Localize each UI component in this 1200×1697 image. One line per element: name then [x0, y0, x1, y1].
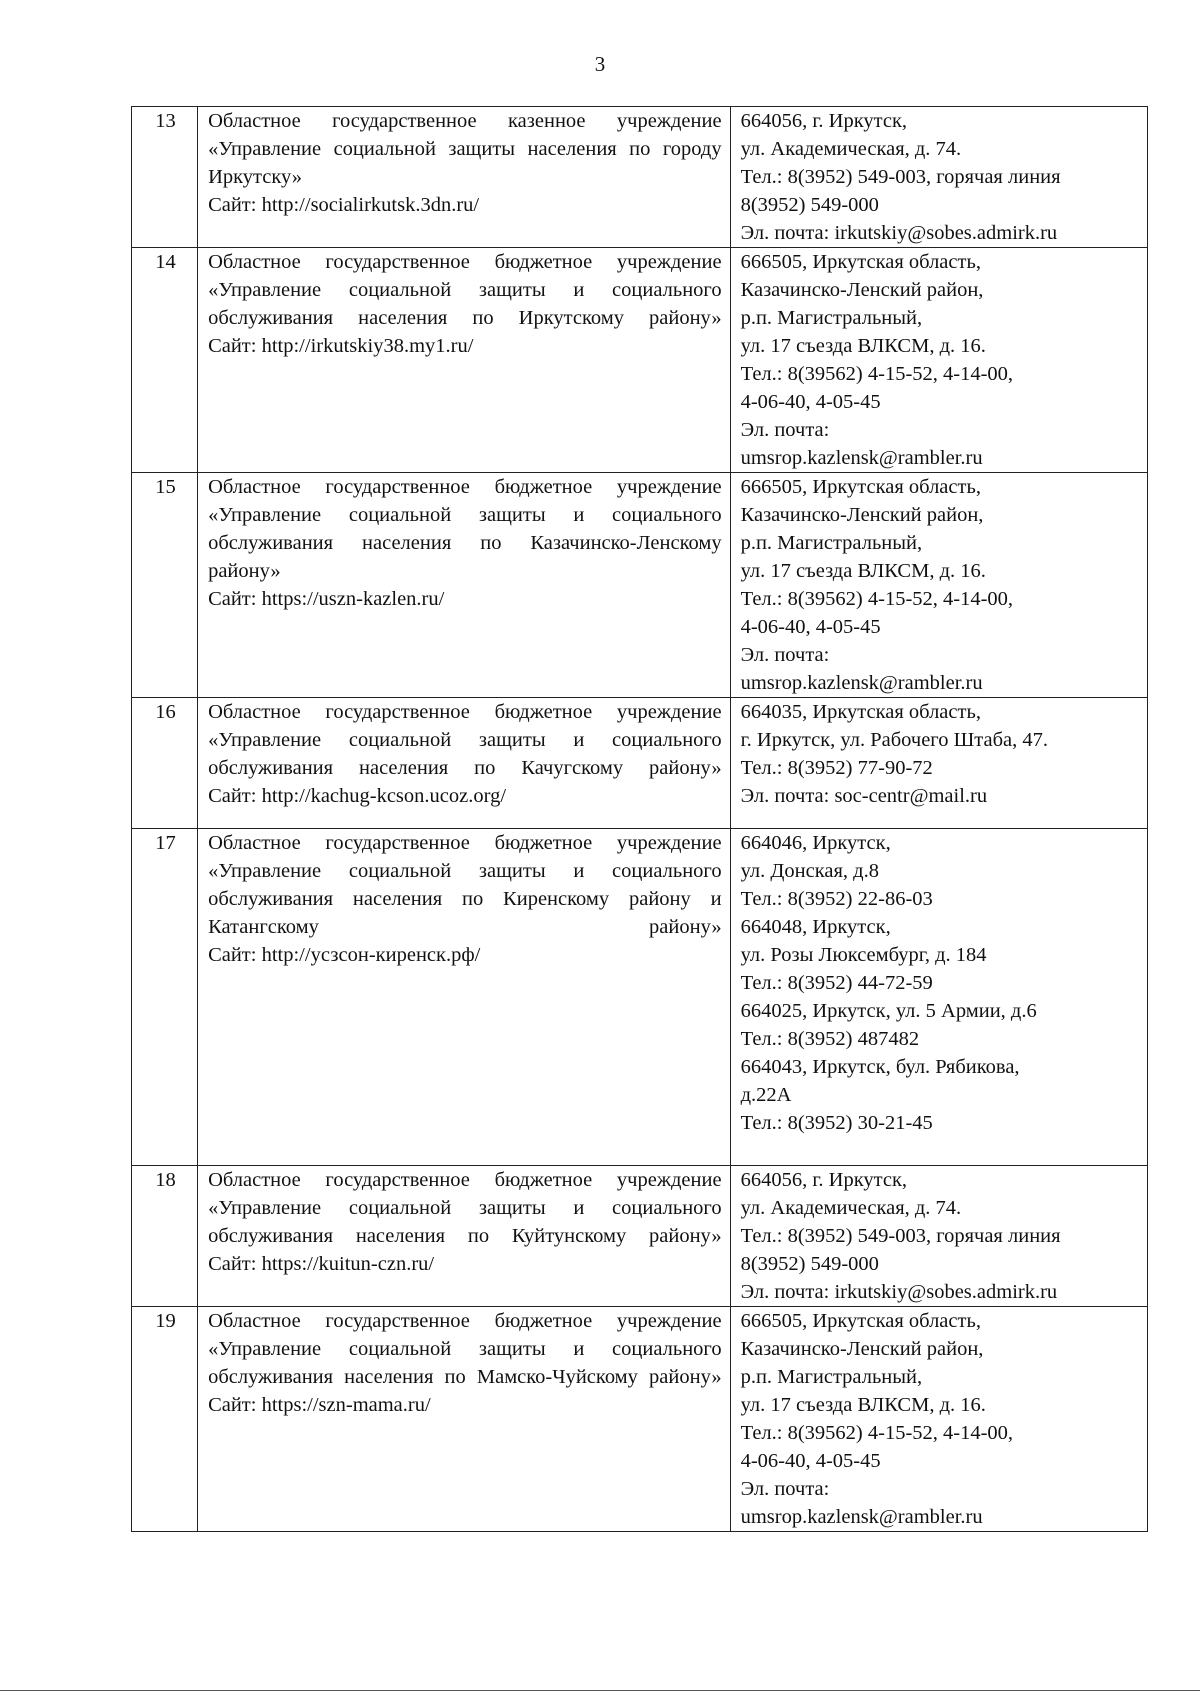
institution-website[interactable]: Сайт: http://kachug-kcson.ucoz.org/: [208, 785, 507, 807]
contact-line: ул. Академическая, д. 74.: [740, 1197, 962, 1219]
contact-line: Эл. почта:: [740, 644, 830, 666]
institution-cell: [198, 107, 731, 248]
contact-line: Эл. почта:: [740, 419, 830, 441]
contact-line: Эл. почта: soc-centr@mail.ru: [740, 785, 988, 807]
contact-line: umsrop.kazlensk@rambler.ru: [740, 672, 983, 694]
contact-line: 666505, Иркутская область,: [740, 1310, 981, 1332]
contact-line: 666505, Иркутская область,: [740, 476, 981, 498]
contact-line: ул. 17 съезда ВЛКСМ, д. 16.: [740, 335, 986, 357]
contact-line: Эл. почта: irkutskiy@sobes.admirk.ru: [740, 1281, 1058, 1303]
institution-cell: [198, 473, 731, 698]
bottom-rule: [0, 1690, 1200, 1691]
contact-line: ул. 17 съезда ВЛКСМ, д. 16.: [740, 560, 986, 582]
contacts-cell: [730, 829, 1147, 1166]
contact-line: Тел.: 8(3952) 549-003, горячая линия: [740, 166, 1061, 188]
institution-website[interactable]: Сайт: http://усзсон-киренск.рф/: [208, 944, 481, 966]
table-row: [132, 829, 1148, 1166]
row-number: 14: [132, 248, 198, 473]
row-number: 17: [132, 829, 198, 1166]
institution-name: Областное государственное казенное учреждение «Управление социальной защиты населения по городу Иркутску»: [208, 110, 722, 188]
contact-line: 664056, г. Иркутск,: [740, 1169, 908, 1191]
contact-line: 8(3952) 549-000: [740, 194, 879, 216]
table-row: [132, 248, 1148, 473]
contact-line: 8(3952) 549-000: [740, 1253, 879, 1275]
contact-line: 4-06-40, 4-05-45: [740, 391, 881, 413]
contact-line: Тел.: 8(39562) 4-15-52, 4-14-00,: [740, 1422, 1014, 1444]
contact-line: Тел.: 8(39562) 4-15-52, 4-14-00,: [740, 363, 1014, 385]
contact-line: Тел.: 8(3952) 549-003, горячая линия: [740, 1225, 1061, 1247]
institution-cell: [198, 248, 731, 473]
contacts-cell: [730, 1166, 1147, 1307]
contacts-cell: [730, 1307, 1147, 1532]
institution-website[interactable]: Сайт: http://socialirkutsk.3dn.ru/: [208, 194, 480, 216]
table-row: [132, 107, 1148, 248]
contact-line: Эл. почта: irkutskiy@sobes.admirk.ru: [740, 222, 1058, 244]
contact-line: Казачинско-Ленский район,: [740, 279, 984, 301]
contact-line: Тел.: 8(39562) 4-15-52, 4-14-00,: [740, 588, 1014, 610]
institution-name: Областное государственное бюджетное учреждение «Управление социальной защиты и социального обслуживания населения по Качугскому району»: [208, 701, 722, 779]
institution-website[interactable]: Сайт: https://uszn-kazlen.ru/: [208, 588, 445, 610]
contact-line: 664043, Иркутск, бул. Рябикова,: [740, 1056, 1020, 1078]
contact-line: д.22А: [740, 1084, 792, 1106]
contact-line: 664035, Иркутская область,: [740, 701, 981, 723]
institution-cell: [198, 1307, 731, 1532]
institution-website[interactable]: Сайт: https://kuitun-czn.ru/: [208, 1253, 435, 1275]
contact-line: umsrop.kazlensk@rambler.ru: [740, 1506, 983, 1528]
contact-line: 4-06-40, 4-05-45: [740, 1450, 881, 1472]
contact-line: Казачинско-Ленский район,: [740, 504, 984, 526]
institution-name: Областное государственное бюджетное учреждение «Управление социальной защиты и социального обслуживания населения по Мамско-Чуйскому району»: [208, 1310, 722, 1388]
contact-line: ул. Донская, д.8: [740, 860, 879, 882]
contact-line: Тел.: 8(3952) 30-21-45: [740, 1112, 933, 1134]
contact-line: ул. Розы Люксембург, д. 184: [740, 944, 987, 966]
contact-line: Казачинско-Ленский район,: [740, 1338, 984, 1360]
contact-line: 4-06-40, 4-05-45: [740, 616, 881, 638]
row-number: 18: [132, 1166, 198, 1307]
institution-cell: [198, 698, 731, 829]
contact-line: 664056, г. Иркутск,: [740, 110, 908, 132]
row-number: 13: [132, 107, 198, 248]
row-number: 16: [132, 698, 198, 829]
contact-line: Эл. почта:: [740, 1478, 830, 1500]
contact-line: ул. 17 съезда ВЛКСМ, д. 16.: [740, 1394, 986, 1416]
row-number: 15: [132, 473, 198, 698]
page-number: 3: [594, 52, 606, 76]
contact-line: ул. Академическая, д. 74.: [740, 138, 962, 160]
institution-name: Областное государственное бюджетное учреждение «Управление социальной защиты и социального обслуживания населения по Иркутскому району»: [208, 251, 722, 329]
table-row: [132, 1307, 1148, 1532]
institution-name: Областное государственное бюджетное учреждение «Управление социальной защиты и социального обслуживания населения по Казачинско-Ленскому району»: [208, 476, 722, 582]
contact-line: umsrop.kazlensk@rambler.ru: [740, 447, 983, 469]
institution-name: Областное государственное бюджетное учреждение «Управление социальной защиты и социального обслуживания населения по Киренскому району и Катангскому району»: [208, 832, 722, 938]
institutions-table: [131, 106, 1148, 1532]
institution-website[interactable]: Сайт: https://szn-mama.ru/: [208, 1394, 431, 1416]
contact-line: Тел.: 8(3952) 22-86-03: [740, 888, 933, 910]
institution-website[interactable]: Сайт: http://irkutskiy38.my1.ru/: [208, 335, 474, 357]
table-row: [132, 698, 1148, 829]
contacts-cell: [730, 248, 1147, 473]
contact-line: 664048, Иркутск,: [740, 916, 891, 938]
contact-line: 664025, Иркутск, ул. 5 Армии, д.6: [740, 1000, 1037, 1022]
institution-cell: [198, 829, 731, 1166]
institution-name: Областное государственное бюджетное учреждение «Управление социальной защиты и социального обслуживания населения по Куйтунскому району»: [208, 1169, 722, 1247]
institution-cell: [198, 1166, 731, 1307]
contact-line: Тел.: 8(3952) 44-72-59: [740, 972, 933, 994]
contact-line: 664046, Иркутск,: [740, 832, 891, 854]
contacts-cell: [730, 473, 1147, 698]
contact-line: Тел.: 8(3952) 487482: [740, 1028, 920, 1050]
contact-line: р.п. Магистральный,: [740, 1366, 923, 1388]
contacts-cell: [730, 698, 1147, 829]
contact-line: Тел.: 8(3952) 77-90-72: [740, 757, 933, 779]
table-row: [132, 473, 1148, 698]
row-number: 19: [132, 1307, 198, 1532]
table-row: [132, 1166, 1148, 1307]
table-body: [132, 107, 1148, 1532]
contact-line: г. Иркутск, ул. Рабочего Штаба, 47.: [740, 729, 1048, 751]
contact-line: 666505, Иркутская область,: [740, 251, 981, 273]
contact-line: р.п. Магистральный,: [740, 307, 923, 329]
contact-line: р.п. Магистральный,: [740, 532, 923, 554]
contacts-cell: [730, 107, 1147, 248]
